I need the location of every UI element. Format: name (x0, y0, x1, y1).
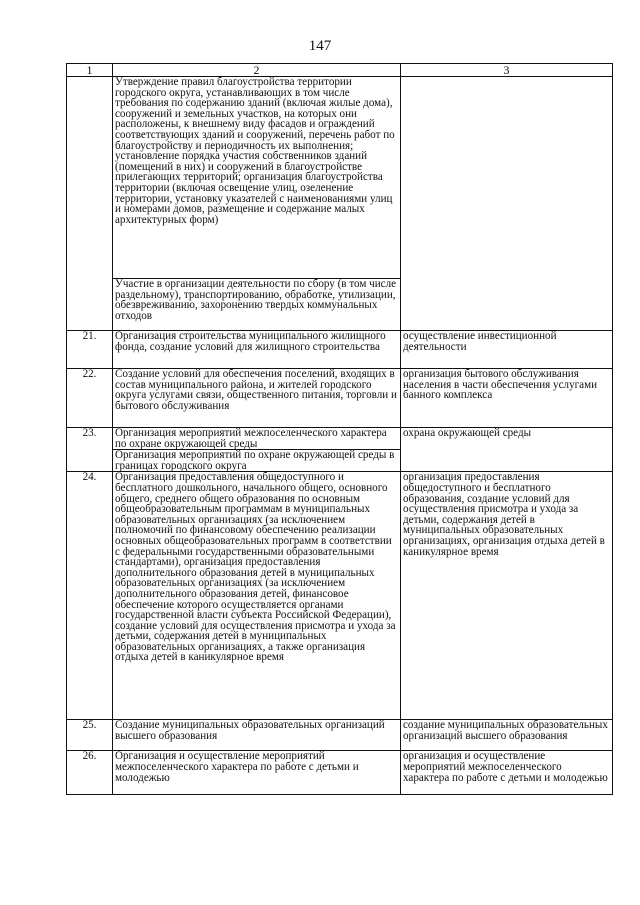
table-row (67, 428, 613, 450)
row-number-cell (67, 77, 113, 331)
header-col-3: 3 (401, 64, 613, 77)
row-col2-a: Организация мероприятий межпоселенческого характера по охране окружающей среды (113, 428, 401, 450)
row-col3: организация и осуществление мероприятий межпоселенческого характера по работе с детьми и молодежью (401, 751, 613, 795)
row-col3: охрана окружающей среды (401, 428, 613, 472)
row-number: 25. (67, 720, 113, 751)
row-col3: организация предоставления общедоступного и бесплатного образования, создание условий для осуществления присмотра и ухода за детьми, содержания детей в муниципальных образовательных организациях, организация отдыха детей в каникулярное время (401, 472, 613, 720)
row-col2: Организация предоставления общедоступного и бесплатного дошкольного, начального общего, основного общего, среднего общего образования по основным общеобразовательным программам в муниципальных образовательных организациях (за исключением полномочий по финансовому обеспечению реализации основных общеобразовательных программ в соответствии с федеральными государственными образовательными стандартами), организация предоставления дополнительного образования детей в муниципальных образовательных организациях (за исключением дополнительного образования детей, финансовое обеспечение которого осуществляется органами государственной власти субъекта Российской Федерации), создание условий для осуществления присмотра и ухода за детьми, содержания детей в муниципальных образовательных организациях, а также организация отдыха детей в каникулярное время (113, 472, 401, 720)
table-header-row (67, 64, 613, 77)
row-col2: Создание условий для обеспечения поселений, входящих в состав муниципального района, и жителей городского округа услугами связи, общественного питания, торговли и бытового обслуживания (113, 369, 401, 428)
row-col3: создание муниципальных образовательных организаций высшего образования (401, 720, 613, 751)
table-row (67, 472, 613, 720)
row-col2-b: Организация мероприятий по охране окружающей среды в границах городского округа (113, 450, 401, 472)
row-number: 21. (67, 331, 113, 369)
cont-block-2: Участие в организации деятельности по сбору (в том числе раздельному), транспортированию, обработке, утилизации, обезвреживанию, захоронению твердых коммунальных отходов (113, 279, 401, 331)
row-col3-cell (401, 77, 613, 331)
row-col2: Создание муниципальных образовательных организаций высшего образования (113, 720, 401, 751)
row-number: 26. (67, 751, 113, 795)
row-col3: осуществление инвестиционной деятельности (401, 331, 613, 369)
table-row (67, 331, 613, 369)
row-col2: Организация и осуществление мероприятий межпоселенческого характера по работе с детьми и молодежью (113, 751, 401, 795)
header-col-1: 1 (67, 64, 113, 77)
table-row (67, 369, 613, 428)
row-number: 24. (67, 472, 113, 720)
powers-table (66, 63, 613, 795)
cont-block-1: Утверждение правил благоустройства территории городского округа, устанавливающих в том числе требования по содержанию зданий (включая жилые дома), сооружений и земельных участков, на которых они расположены, к внешнему виду фасадов и ограждений соответствующих зданий и сооружений, перечень работ по благоустройству и периодичность их выполнения; установление порядка участия собственников зданий (помещений в них) и сооружений в благоустройстве прилегающих территорий; организация благоустройства территории (включая освещение улиц, озеленение территории, установку указателей с наименованиями улиц и номерами домов, размещение и содержание малых архитектурных форм) (113, 77, 401, 279)
row-number: 23. (67, 428, 113, 472)
row-col2: Организация строительства муниципального жилищного фонда, создание условий для жилищного строительства (113, 331, 401, 369)
header-col-2: 2 (113, 64, 401, 77)
table-row (67, 77, 613, 279)
row-col3: организация бытового обслуживания населения в части обеспечения услугами банного комплекса (401, 369, 613, 428)
table-row (67, 720, 613, 751)
table-row (67, 751, 613, 795)
page-number: 147 (308, 38, 332, 54)
row-number: 22. (67, 369, 113, 428)
